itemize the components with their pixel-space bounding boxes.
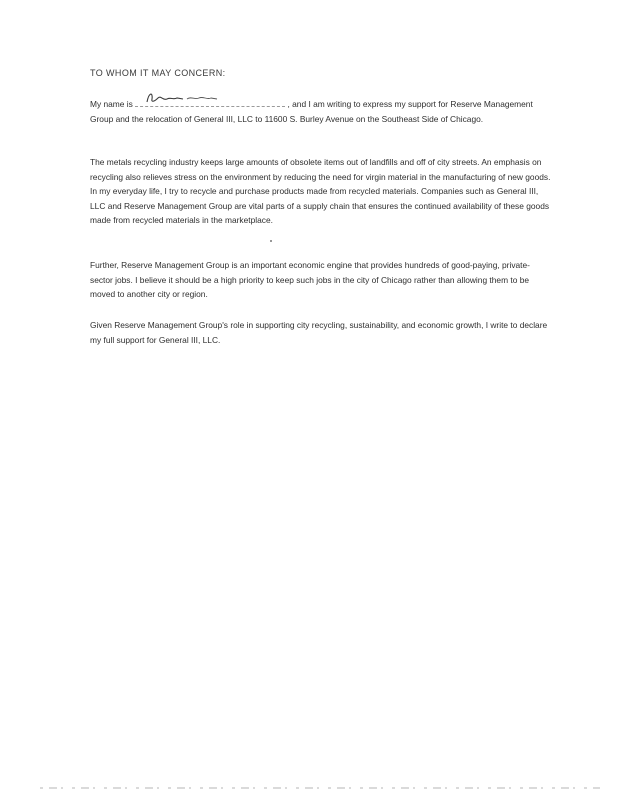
scan-artifact-line xyxy=(0,786,618,790)
paragraph-recycling: The metals recycling industry keeps large amounts of obsolete items out of landfills and off of city streets. An emphasis on recycling also relieves stress on the environment by reducing the need for virgin material in the manufacturing of new goods. In my everyday life, I try to recycle and purchase products made from recycled materials. Companies such as General III, LLC and Reserve Management Group are vital parts of a supply chain that ensures the continued availability of these goods made from recycled materials in the marketplace. xyxy=(90,157,551,226)
scan-speck xyxy=(270,240,272,242)
intro-body: , and I am writing to express my support for Reserve Management Group and the relocation of General III, LLC to 11600 S. Burley Avenue on the Southeast Side of Chicago. xyxy=(90,99,533,124)
intro-prefix: My name is xyxy=(90,99,133,109)
letter-salutation: TO WHOM IT MAY CONCERN: xyxy=(90,68,226,78)
paragraph-economy: Further, Reserve Management Group is an important economic engine that provides hundreds of good-paying, private-sector jobs. I believe it should be a high priority to keep such jobs in the city of Chicago rather than allowing them to be moved to another city or region. xyxy=(90,260,530,300)
name-signature-line xyxy=(135,96,285,107)
handwritten-signature xyxy=(143,90,263,106)
paragraph-intro xyxy=(90,96,552,126)
paragraph-conclusion: Given Reserve Management Group's role in supporting city recycling, sustainability, and economic growth, I write to declare my full support for General III, LLC. xyxy=(90,320,548,345)
